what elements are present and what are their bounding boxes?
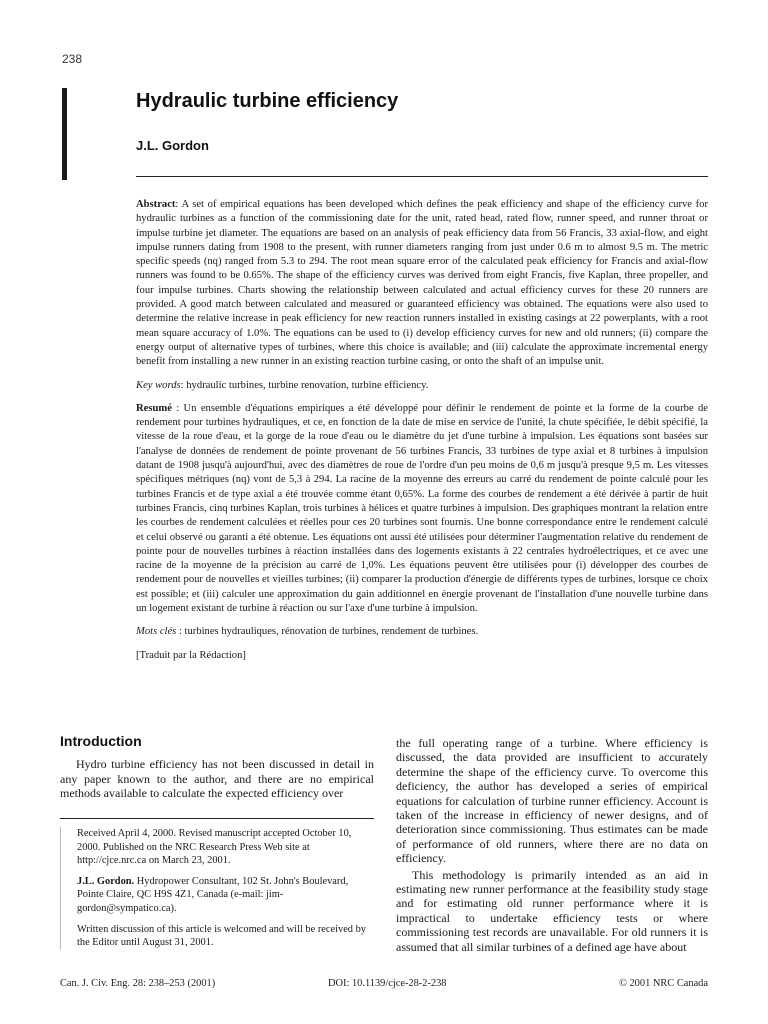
author-name-note: J.L. Gordon. — [77, 875, 135, 887]
mots-cles-text: : turbines hydrauliques, rénovation de turbines, rendement de turbines. — [176, 626, 479, 638]
resume-text: : Un ensemble d'équations empiriques a été développé pour définir le rendement de pointe et la forme de la courbe de rendement pour turbines hydrauliques, et ce, en fonction de la date de mise en service de l'unité, la chute spécifiée, le débit spécifié, la vitesse de la roue d'eau, et la gorge de la roue d'eau ou le diamètre du jet d'une turbine à impulsion. Les équations sont basées sur l'analyse de données de rendement de pointe provenant de 56 turbines Francis, 33 turbines de type axial et 8 turbines à impulsion datant de 1908 jusqu'à aujourd'hui, avec des diamètres de roue de l'ordre d'un peu moins de 0,6 m jusqu'à presque 9,5 m. Les vitesses spécifiques métriques (nq) vont de 5,3 à 294. La racine de la moyenne des erreurs au carré du rendement de pointe calculé pour les turbines Francis et de type axial a été trouvée comme étant 0,65%. La forme des courbes de rendement a été dérivée à partir de huit turbines Francis, cinq turbines Kaplan, trois turbines à hélices et quatre turbines à impulsion. Des graphiques montrant la relation entre les courbes de rendement calculées et réelles pour ces 20 turbines sont fournis. Une bonne correspondance entre le rendement calculé et celui observé ou garanti a été obtenue. Les équations ont aussi été utilisées pour déterminer l'augmentation relative du rendement de pointe pour de nouvelles turbines à réaction installées dans des logements existants à 22 centrales hydroélectriques, et ce avec une racine de la moyenne de la précision au carré de 1,0%. Les équations peuvent être utilisées pour (i) développer des courbes de rendement pour de nouvelles et vieilles turbines; (ii) comparer la production d'énergie de différents types de turbines, lorsque ce choix est possible; et (iii) calculer une approximation du gain additionnel en énergie provenant de l'installation d'une nouvelle turbine dans un logement existant de turbine à réaction ou sur l'axe d'une turbine à impulsion. — [136, 402, 708, 615]
key-words-paragraph — [136, 379, 708, 393]
received-note: Received April 4, 2000. Revised manuscript accepted October 10, 2000. Published on the NRC Research Press Web site at http://cjce.nrc.ca on March 23, 2001. — [77, 828, 352, 867]
key-words-label: Key words — [136, 379, 181, 391]
translation-note: [Traduit par la Rédaction] — [136, 649, 246, 661]
footer-journal: Can. J. Civ. Eng. 28: 238–253 (2001) — [60, 978, 216, 989]
resume-label: Resumé — [136, 402, 172, 414]
right-column — [396, 736, 708, 956]
abstract-paragraph — [136, 198, 708, 370]
mots-cles-paragraph — [136, 625, 708, 639]
article-notes-box — [60, 818, 374, 956]
notes-inner — [60, 827, 374, 950]
introduction-heading: Introduction — [60, 733, 142, 749]
intro-right-paragraph-1: the full operating range of a turbine. Where efficiency is discussed, the data provided are insufficient to accurately determine the shape of the efficiency curve. To overcome this deficiency, the author has developed a series of empirical equations for calculation of turbine runner efficiency. Account is taken of the increase in efficiency of newer designs, and of deterioration since commissioning. Thus estimates can be made of performance of old runners, where there are no data on efficiency. — [396, 736, 708, 866]
intro-right-paragraph-2: This methodology is primarily intended as an aid in estimating new runner performance at the feasibility study stage and for estimating old runner performance where it is impractical to undertake efficiency tests or where commissioning test records are unavailable. For old runners it is assumed that all similar turbines of a defined age have about — [396, 867, 708, 954]
article-title: Hydraulic turbine efficiency — [136, 90, 399, 112]
author-affiliation-text: Hydropower Consultant, 102 St. John's Boulevard, Pointe Claire, QC H9S 4Z1, Canada (e-mail: jim-gordon@sympatico.ca). — [77, 875, 349, 914]
discussion-note: Written discussion of this article is welcomed and will be received by the Editor until August 31, 2001. — [77, 923, 366, 949]
abstract-label: Abstract — [136, 199, 176, 210]
intro-left-paragraph: Hydro turbine efficiency has not been discussed in detail in any paper known to the author, and there are no empirical methods available to calculate the expected efficiency over — [60, 757, 374, 801]
footer-copyright: © 2001 NRC Canada — [619, 978, 708, 989]
page-number: 238 — [62, 52, 83, 66]
mots-cles-label: Mots clés — [136, 626, 177, 638]
resume-paragraph — [136, 402, 708, 616]
abstract-text: : A set of empirical equations has been developed which defines the peak efficiency and shape of the efficiency curve for hydraulic turbines as a function of the commissioning date for the unit, rated head, rated flow, runner speed, and runner throat or impulse turbine jet diameter. The equations are based on an analysis of peak efficiency data from 56 Francis, 33 axial-flow, and eight impulse runners dating from 1908 to the present, with runner diameters ranging from just under 0.6 m to almost 9.5 m. The metric specific speeds (nq) ranged from 5.3 to 294. The root mean square error of the calculated peak efficiency for Francis and axial-flow runners was found to be 0.65%. The shape of the efficiency curves was derived from eight Francis, five Kaplan, three propeller, and four impulse turbines. Charts showing the relationship between calculated and actual efficiency curves for these 20 runners are provided. A good match between calculated and measured or guaranteed efficiency was obtained. The equations were also used to determine the relative increase in peak efficiency for new reaction runners installed in existing casings at 22 powerplants, with a root mean square accuracy of 1.0%. The equations can be used to (i) develop efficiency curves for new and old runners; (ii) compare the energy output of alternative types of turbines, where this choice is available; and (iii) calculate the approximate incremental energy benefit from installing a new runner in an existing reaction turbine casing, or onto the shaft of an impulse unit. — [136, 199, 708, 368]
article-author: J.L. Gordon — [136, 138, 209, 153]
footer-doi: DOI: 10.1139/cjce-28-2-238 — [328, 978, 447, 989]
key-words-text: : hydraulic turbines, turbine renovation, turbine efficiency. — [180, 379, 429, 391]
left-column — [60, 757, 374, 801]
abstract-section — [136, 198, 708, 672]
header-rule — [136, 176, 708, 177]
author-affiliation-note — [77, 875, 374, 916]
title-accent-bar — [62, 88, 67, 180]
